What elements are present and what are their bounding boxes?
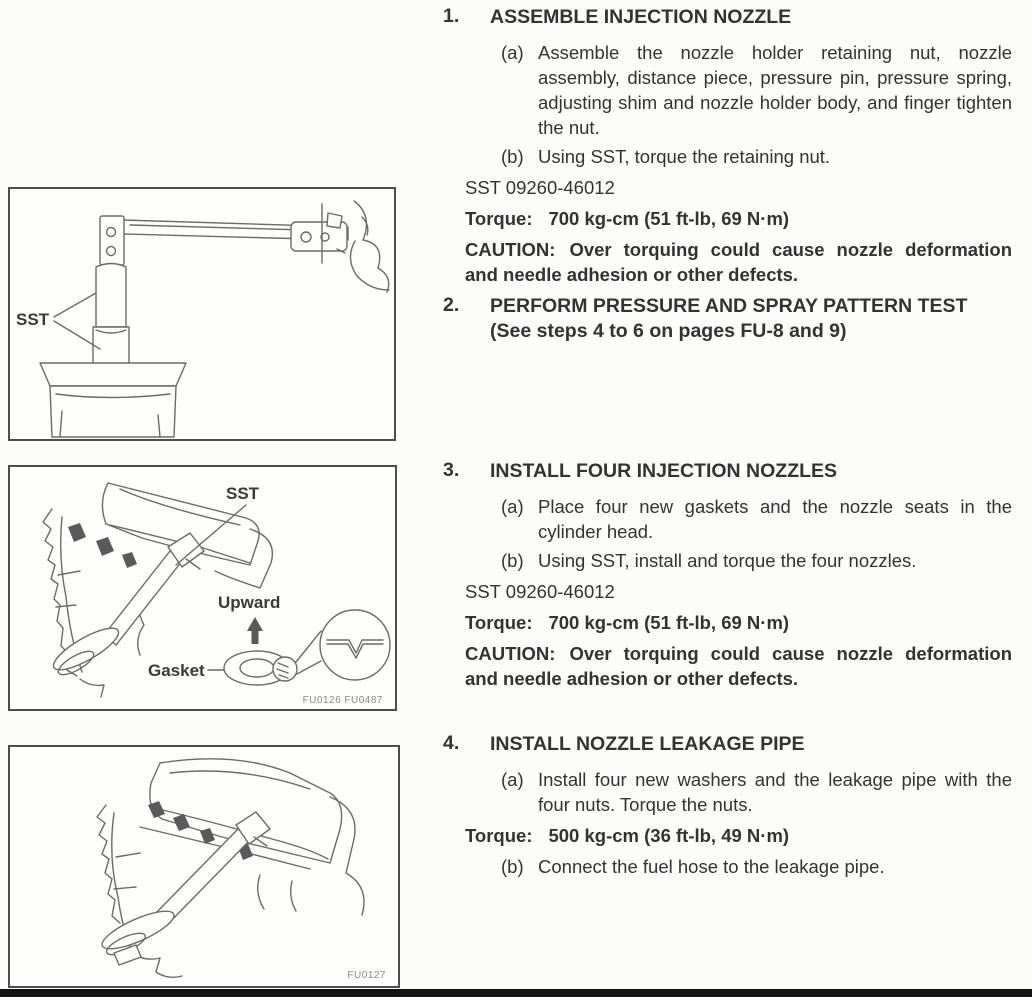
item-label: (a): [501, 769, 524, 790]
caution-text: Over torquing could cause nozzle deformation and needle adhesion or other defects.: [465, 643, 1012, 689]
step-1-item-a: [490, 40, 1012, 140]
torque-value: 500 kg-cm (36 ft-lb, 49 N·m): [548, 825, 790, 846]
caution-label: CAUTION:: [465, 643, 556, 664]
figure1-sst-leader-upper: [54, 293, 96, 317]
figure3-code: FU0127: [347, 970, 386, 981]
caution-text: Over torquing could cause nozzle deformation and needle adhesion or other defects.: [465, 239, 1012, 285]
step-2: [437, 294, 1012, 344]
upward-arrow-icon: [247, 617, 263, 644]
item-text: Place four new gaskets and the nozzle seats in the cylinder head.: [538, 496, 1012, 542]
step-1: [437, 5, 1012, 293]
step-2-title: PERFORM PRESSURE AND SPRAY PATTERN TEST: [490, 295, 968, 317]
caution-label: CAUTION:: [465, 239, 556, 260]
figure1-sst-label: SST: [16, 310, 50, 329]
step-1-title: ASSEMBLE INJECTION NOZZLE: [490, 6, 792, 28]
torque-label: Torque:: [465, 612, 533, 633]
torque-label: Torque:: [465, 208, 533, 229]
step-4-torque-line: [465, 823, 1012, 848]
step-4-item-b: [490, 854, 1012, 879]
figure2-code: FU0126 FU0487: [302, 695, 383, 706]
step-1-number: 1.: [443, 5, 460, 27]
torque-label: Torque:: [465, 825, 533, 846]
figure2-gasket-label: Gasket: [148, 661, 205, 680]
figure2-inset-circle: [320, 610, 390, 680]
torque-value: 700 kg-cm (51 ft-lb, 69 N·m): [548, 612, 790, 633]
figure3-illustration: [10, 747, 398, 986]
torque-value: 700 kg-cm (51 ft-lb, 69 N·m): [548, 208, 790, 229]
step-3-title: INSTALL FOUR INJECTION NOZZLES: [490, 460, 838, 482]
step-4-title: INSTALL NOZZLE LEAKAGE PIPE: [490, 733, 805, 755]
figure-install-nozzle-gasket: [8, 465, 397, 711]
step-3-caution: [465, 641, 1012, 691]
step-1-sst-line: SST 09260-46012: [465, 177, 615, 198]
figure2-upward-label: Upward: [218, 593, 281, 612]
figure2-sst-label: SST: [226, 484, 260, 503]
step-2-subtitle: (See steps 4 to 6 on pages FU-8 and 9): [490, 320, 847, 342]
item-text: Install four new washers and the leakage pipe with the four nuts. Torque the nuts.: [538, 769, 1012, 815]
figure2-illustration: [10, 467, 395, 709]
figure1-illustration: [10, 189, 394, 439]
step-4-number: 4.: [443, 732, 460, 754]
step-3-item-b: [490, 548, 1012, 573]
step-3: [437, 459, 1012, 697]
item-label: (b): [501, 550, 524, 571]
item-label: (a): [501, 42, 524, 63]
step-1-caution: [465, 237, 1012, 287]
item-label: (b): [501, 856, 524, 877]
page-bottom-rule: [0, 989, 1032, 997]
item-label: (b): [501, 146, 524, 167]
item-text: Assemble the nozzle holder retaining nut, nozzle assembly, distance piece, pressure pin, pressure spring, adjusting shim and nozzle holder body, and finger tighten the nut.: [538, 42, 1012, 138]
step-3-torque-line: [465, 610, 1012, 635]
item-text: Connect the fuel hose to the leakage pipe.: [538, 856, 885, 877]
item-text: Using SST, install and torque the four nozzles.: [538, 550, 917, 571]
item-text: Using SST, torque the retaining nut.: [538, 146, 831, 167]
step-3-sst-line: SST 09260-46012: [465, 581, 615, 602]
step-3-number: 3.: [443, 459, 460, 481]
step-4-item-a: [490, 767, 1012, 817]
figure-sst-torque-wrench: [8, 187, 396, 441]
step-4: [437, 732, 1012, 883]
step-1-torque-line: [465, 206, 1012, 231]
step-3-item-a: [490, 494, 1012, 544]
item-label: (a): [501, 496, 524, 517]
figure-leakage-pipe: [8, 745, 400, 988]
step-2-number: 2.: [443, 294, 460, 316]
step-1-item-b: [490, 144, 1012, 169]
